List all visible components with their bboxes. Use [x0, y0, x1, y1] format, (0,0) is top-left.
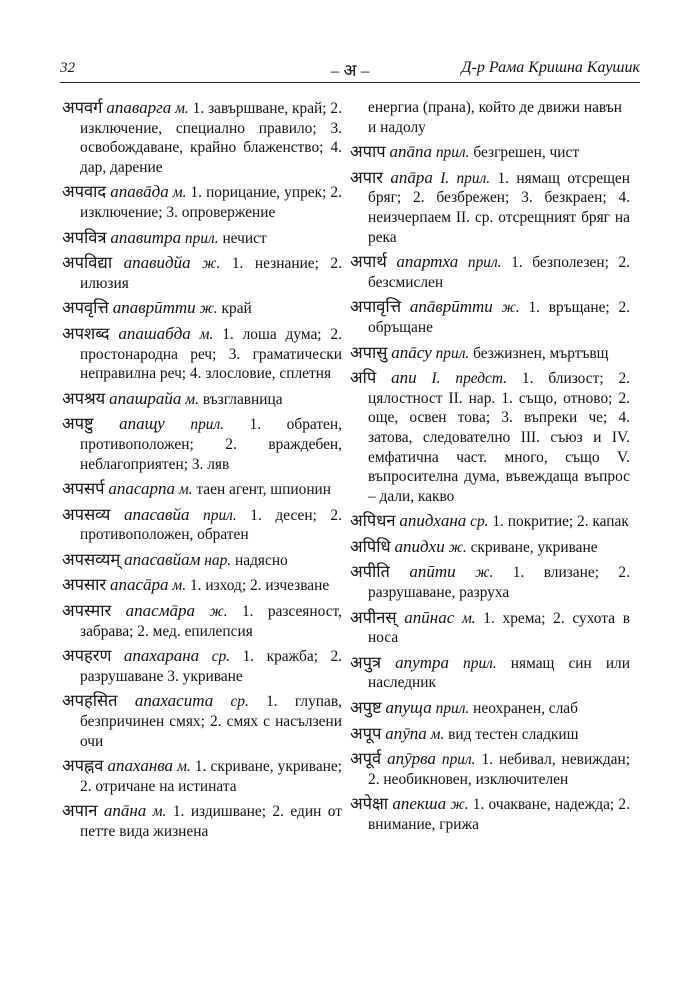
grammar-label: ж.: [209, 603, 228, 621]
definition: 1. безполезен; 2. безсмислен: [368, 254, 631, 291]
grammar-label: м.: [199, 325, 214, 343]
transliteration: апāпа: [389, 142, 432, 162]
dictionary-entry: [62, 691, 342, 751]
transliteration: апāра: [390, 167, 433, 187]
definition: 1. кражба; 2. разрушаване 3. укриване: [80, 648, 342, 685]
dictionary-entry: [62, 298, 342, 319]
dictionary-entry: [350, 608, 630, 648]
dictionary-entry: [62, 575, 342, 596]
definition: 1. лоша дума; 2. простонародна реч; 3. граматически неправилна реч; 4. злословие, сплетня: [80, 325, 342, 383]
headword: अपेक्षा: [350, 794, 389, 814]
headword: अपष्टु: [62, 414, 94, 434]
dictionary-entry: [62, 389, 342, 410]
headword: अपान: [62, 801, 98, 821]
grammar-label: прил.: [435, 144, 470, 162]
headword: अपिधन: [350, 511, 396, 531]
definition: 1. очакване, надежда; 2. внимание, грижа: [368, 796, 630, 833]
headword: अपुष्ट: [350, 698, 382, 718]
definition: край: [221, 300, 252, 318]
transliteration: апуща: [385, 698, 432, 718]
headword: अपसव्य: [62, 504, 111, 524]
dictionary-entry: [350, 562, 630, 602]
headword: अपीनस्: [350, 607, 397, 627]
dictionary-entry: [62, 479, 342, 500]
definition: 1. влизане; 2. разрушаване, разруха: [368, 564, 630, 602]
transliteration: апутра: [395, 652, 449, 672]
headword: अपासु: [350, 342, 388, 362]
grammar-label: прил.: [435, 700, 470, 718]
headword: अपूर्व: [350, 749, 382, 769]
grammar-label: ср.: [230, 693, 249, 711]
grammar-label: нар.: [204, 551, 232, 569]
grammar-label: м.: [172, 184, 187, 202]
grammar-label: I. предст.: [431, 370, 508, 388]
transliteration: апи: [391, 368, 417, 388]
entry-continuation: енергиа (прана), който де движи навън и надолу: [368, 99, 622, 136]
transliteration: апавидйа: [123, 253, 191, 273]
grammar-label: м.: [430, 725, 445, 743]
grammar-label: ж.: [501, 299, 520, 317]
grammar-label: прил.: [203, 506, 237, 524]
grammar-label: м.: [172, 577, 187, 595]
dictionary-entry: [350, 368, 630, 506]
transliteration: апавитра: [110, 227, 182, 247]
definition: 1. обратен, противоположен; 2. враждебен, неблагоприятен; 3. ляв: [80, 416, 342, 473]
definition: скриване, укриване: [470, 538, 598, 556]
definition: възглавница: [202, 390, 283, 408]
grammar-label: прил.: [190, 416, 225, 434]
headword: अपविद्या: [62, 253, 113, 273]
transliteration: апахарана: [123, 646, 200, 666]
headword: अपवृत्ति: [62, 298, 109, 318]
transliteration: апидхи: [394, 536, 445, 556]
transliteration: апартха: [396, 252, 459, 272]
dictionary-entry: [62, 228, 342, 249]
dictionary-entry: [62, 505, 342, 545]
definition: вид тестен сладкиш: [448, 725, 579, 743]
dictionary-entry: [62, 182, 342, 222]
definition: 1. издишване; 2. един от петте вида жизнена: [80, 803, 342, 840]
headword: अपसार: [62, 575, 107, 595]
transliteration: апаврūтти: [112, 298, 196, 318]
dictionary-entry: [350, 794, 630, 834]
dictionary-entry: [350, 749, 630, 789]
headword: अपार: [350, 167, 383, 187]
transliteration: апасарпа: [108, 479, 175, 499]
definition: 1. покритие; 2. капак: [492, 513, 629, 531]
transliteration: апūти: [409, 562, 456, 582]
transliteration: апашабда: [118, 323, 191, 343]
transliteration: апасавйа: [123, 504, 190, 524]
headword: अपीति: [350, 562, 390, 582]
headword: अपवाद: [62, 182, 107, 202]
author-name: Д-р Рама Кришна Каушик: [461, 59, 640, 76]
definition: 1. десен; 2. противоположен, обратен: [80, 506, 342, 544]
definition: 1. небивал, невиждан; 2. необикновен, изключителен: [368, 751, 630, 788]
dictionary-entry: [62, 98, 342, 177]
grammar-label: м.: [152, 803, 167, 821]
headword: अपवर्ग: [62, 98, 103, 117]
grammar-label: м.: [178, 481, 193, 499]
transliteration: апасавйам: [124, 549, 201, 569]
definition: надясно: [235, 551, 288, 569]
definition: нечист: [222, 229, 267, 247]
grammar-label: прил.: [184, 229, 219, 247]
dictionary-entry: [350, 698, 630, 719]
definition: 1. нямащ отсрещен бряг; 2. безбрежен; 3. безкраен; 4. неизчерпаем II. ср. отсрещният бряг на река: [368, 169, 631, 246]
transliteration: апекша: [392, 794, 447, 814]
definition: 1. порицание, упрек; 2. изключение; 3. опровержение: [80, 184, 342, 221]
definition: 1. разсеяност, забрава; 2. мед. епилепсия: [80, 603, 342, 640]
transliteration: апāврūтти: [409, 297, 493, 317]
headword: अपुत्र: [350, 652, 382, 672]
definition: 1. скриване, укриване; 2. отричане на истината: [80, 758, 343, 795]
dictionary-entry: [350, 168, 630, 247]
dictionary-entry: [350, 252, 630, 292]
grammar-label: ж.: [450, 796, 469, 814]
headword: अपस्मार: [62, 601, 112, 621]
headword: अपार्थ: [350, 252, 387, 272]
dictionary-entry: [62, 801, 342, 841]
grammar-label: прил.: [467, 254, 502, 272]
page-header: [60, 58, 640, 83]
headword: अपवित्र: [62, 227, 107, 247]
headword: अपूप: [350, 723, 382, 743]
transliteration: апūнас: [404, 607, 455, 627]
grammar-label: ж.: [475, 564, 494, 582]
grammar-label: м.: [185, 390, 199, 408]
grammar-label: ж.: [199, 300, 218, 318]
grammar-label: ср.: [470, 513, 489, 531]
definition: безгрешен, чист: [473, 144, 580, 162]
dictionary-entry: [62, 550, 342, 571]
definition: таен агент, шпионин: [196, 481, 332, 499]
definition: нямащ син или наследник: [368, 654, 630, 692]
grammar-label: ср.: [211, 648, 231, 666]
transliteration: апасмāра: [125, 601, 196, 621]
grammar-label: м.: [175, 100, 189, 117]
headword: अपह्नव: [62, 756, 104, 776]
grammar-label: ж.: [448, 538, 467, 556]
grammar-label: I. прил.: [440, 169, 491, 187]
transliteration: апахасита: [134, 691, 214, 711]
headword: अपि: [350, 368, 377, 388]
grammar-label: ж.: [202, 255, 221, 273]
transliteration: апāна: [103, 801, 147, 821]
dictionary-entry: [62, 414, 342, 474]
definition: 1. близост; 2. цялостност II. нар. 1. също, отново; 2. още, освен това; 3. въпреки че; 4. затова, следователно III. съюз и IV. емфатична част. много, също V. въпросителна дума, въвеждаща въпрос – дали, какво: [368, 370, 631, 505]
grammar-label: прил.: [435, 344, 470, 362]
right-column: [350, 98, 630, 840]
transliteration: апāсу: [391, 342, 432, 362]
dictionary-entry: [62, 646, 342, 686]
grammar-label: м.: [177, 758, 191, 776]
transliteration: апавāда: [110, 182, 169, 202]
definition: неохранен, слаб: [473, 700, 578, 718]
dictionary-entry: [350, 537, 630, 558]
transliteration: апаварга: [106, 98, 172, 117]
definition: безжизнен, мъртъвщ: [473, 344, 609, 362]
definition: 1. завършване, край; 2. изключение, специално правило; 3. освобождаване, крайно блаженство; 4. дар, дарение: [80, 100, 342, 176]
transliteration: апащу: [119, 414, 165, 434]
dictionary-entry: [62, 756, 342, 796]
dictionary-entry: [62, 253, 342, 293]
section-letter: – अ –: [330, 61, 370, 80]
transliteration: апӯпа: [385, 723, 427, 743]
definition: 1. изход; 2. изчезване: [189, 577, 330, 595]
headword: अपशब्द: [62, 323, 110, 343]
headword: अपश्रय: [62, 388, 106, 408]
grammar-label: прил.: [441, 751, 476, 769]
definition: 1. глупав, безпричинен смях; 2. смях с насълзени очи: [80, 693, 342, 750]
definition: 1. връщане; 2. обръщане: [368, 299, 630, 336]
transliteration: апаханва: [107, 756, 174, 776]
grammar-label: прил.: [463, 654, 497, 672]
dictionary-entry: [350, 142, 630, 163]
grammar-label: м.: [461, 609, 476, 627]
transliteration: апашрайа: [109, 388, 182, 408]
dictionary-entry: [350, 343, 630, 364]
dictionary-entry: [62, 324, 342, 384]
transliteration: апӯрва: [387, 749, 436, 769]
transliteration: апасāра: [110, 575, 169, 595]
headword: अपाप: [350, 142, 386, 162]
dictionary-entry: [350, 724, 630, 745]
headword: अपहरण: [62, 646, 112, 666]
page-number: 32: [60, 60, 75, 76]
left-column: [62, 98, 342, 847]
headword: अपसर्प: [62, 479, 105, 499]
headword: अपहसित: [62, 691, 118, 711]
transliteration: апидхана: [399, 511, 467, 531]
dictionary-entry: [350, 511, 630, 532]
dictionary-entry: [62, 601, 342, 641]
dictionary-entry: [350, 297, 630, 337]
definition: 1. незнание; 2. илюзия: [80, 255, 342, 292]
definition: 1. хрема; 2. сухота в носа: [368, 609, 630, 647]
dictionary-entry: [350, 653, 630, 693]
headword: अपसव्यम्: [62, 549, 121, 569]
headword: अपावृत्ति: [350, 297, 402, 317]
headword: अपिधि: [350, 536, 391, 556]
